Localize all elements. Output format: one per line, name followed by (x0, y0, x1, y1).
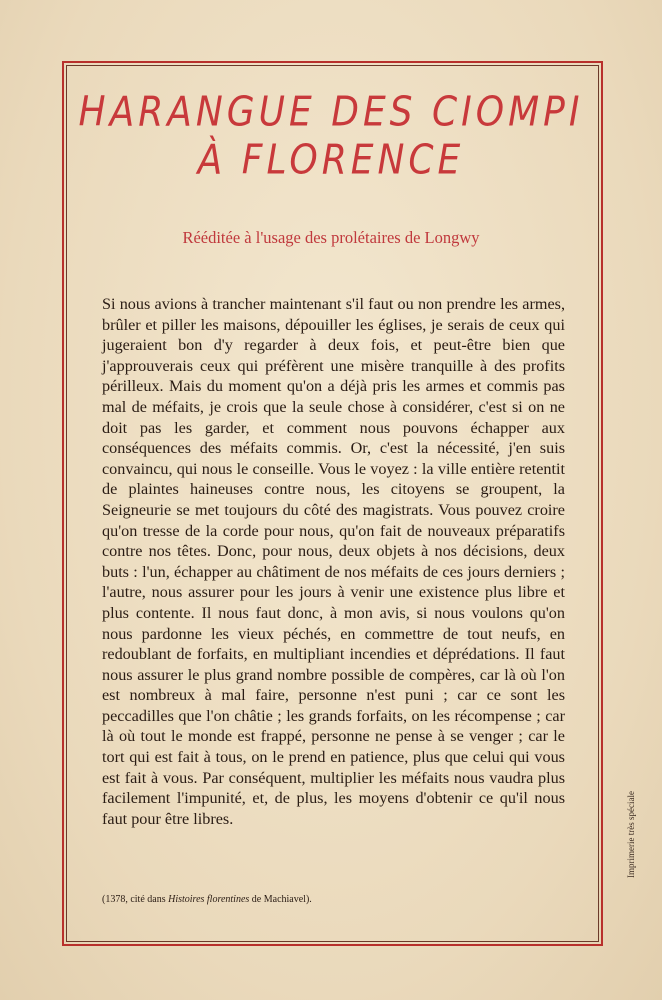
citation-prefix: (1378, cité dans (102, 894, 169, 905)
title-line-1: HARANGUE DES CIOMPI (78, 88, 584, 137)
printer-note: Imprimerie très spéciale (626, 791, 636, 878)
speech-body: Si nous avions à trancher maintenant s'il faut ou non prendre les armes, brûler et piller les maisons, dépouiller les églises, je serais de ceux qui jugeraient bon d'y regarder à deux fois, et peut-être bien que j'approuverais ceux qui préfèrent une misère tranquille à des profits périlleux. Mais du moment qu'on a déjà pris les armes et commis pas mal de méfaits, je crois que la seule chose à considérer, c'est si on ne doit pas les garder, et comment nous pouvons échapper aux conséquences des méfaits commis. Or, c'est la nécessité, j'en suis convaincu, qui nous le conseille. Vous le voyez : la ville entière retentit de plaintes haineuses contre nous, les citoyens se groupent, la Seigneurie se met toujours du côté des magistrats. Vous pouvez croire qu'on tresse de la corde pour nous, qu'on fait de nouveaux préparatifs contre nos têtes. Donc, pour nous, deux objets à nos décisions, deux buts : l'un, échapper au châtiment de nos méfaits de ces jours derniers ; l'autre, nous assurer pour les jours à venir une existence plus libre et plus contente. Il nous faut donc, à mon avis, si nous voulons qu'on nous pardonne les vieux péchés, en commettre de tout neufs, en redoublant de forfaits, en multipliant incendies et déprédations. Il faut nous assurer le plus grand nombre possible de compères, car là où l'on est nombreux à mal faire, personne n'est puni ; car ce sont les peccadilles que l'on châtie ; les grands forfaits, on les récompense ; car là où tout le monde est frappé, personne ne pense à se venger ; car le tort qui est fait à tous, on le prend en patience, plus que celui qui vous est fait à vous. Par conséquent, multiplier les méfaits nous vaudra plus facilement l'impunité, et, de plus, les moyens d'obtenir ce qu'il nous faut pour être libres. (102, 295, 565, 828)
citation-work: Histoires florentines (168, 894, 250, 905)
citation-suffix: de Machiavel). (249, 894, 312, 905)
title-line-2: À FLORENCE (197, 136, 465, 185)
subtitle: Rééditée à l'usage des prolétaires de Longwy (182, 228, 480, 247)
citation (102, 894, 542, 905)
